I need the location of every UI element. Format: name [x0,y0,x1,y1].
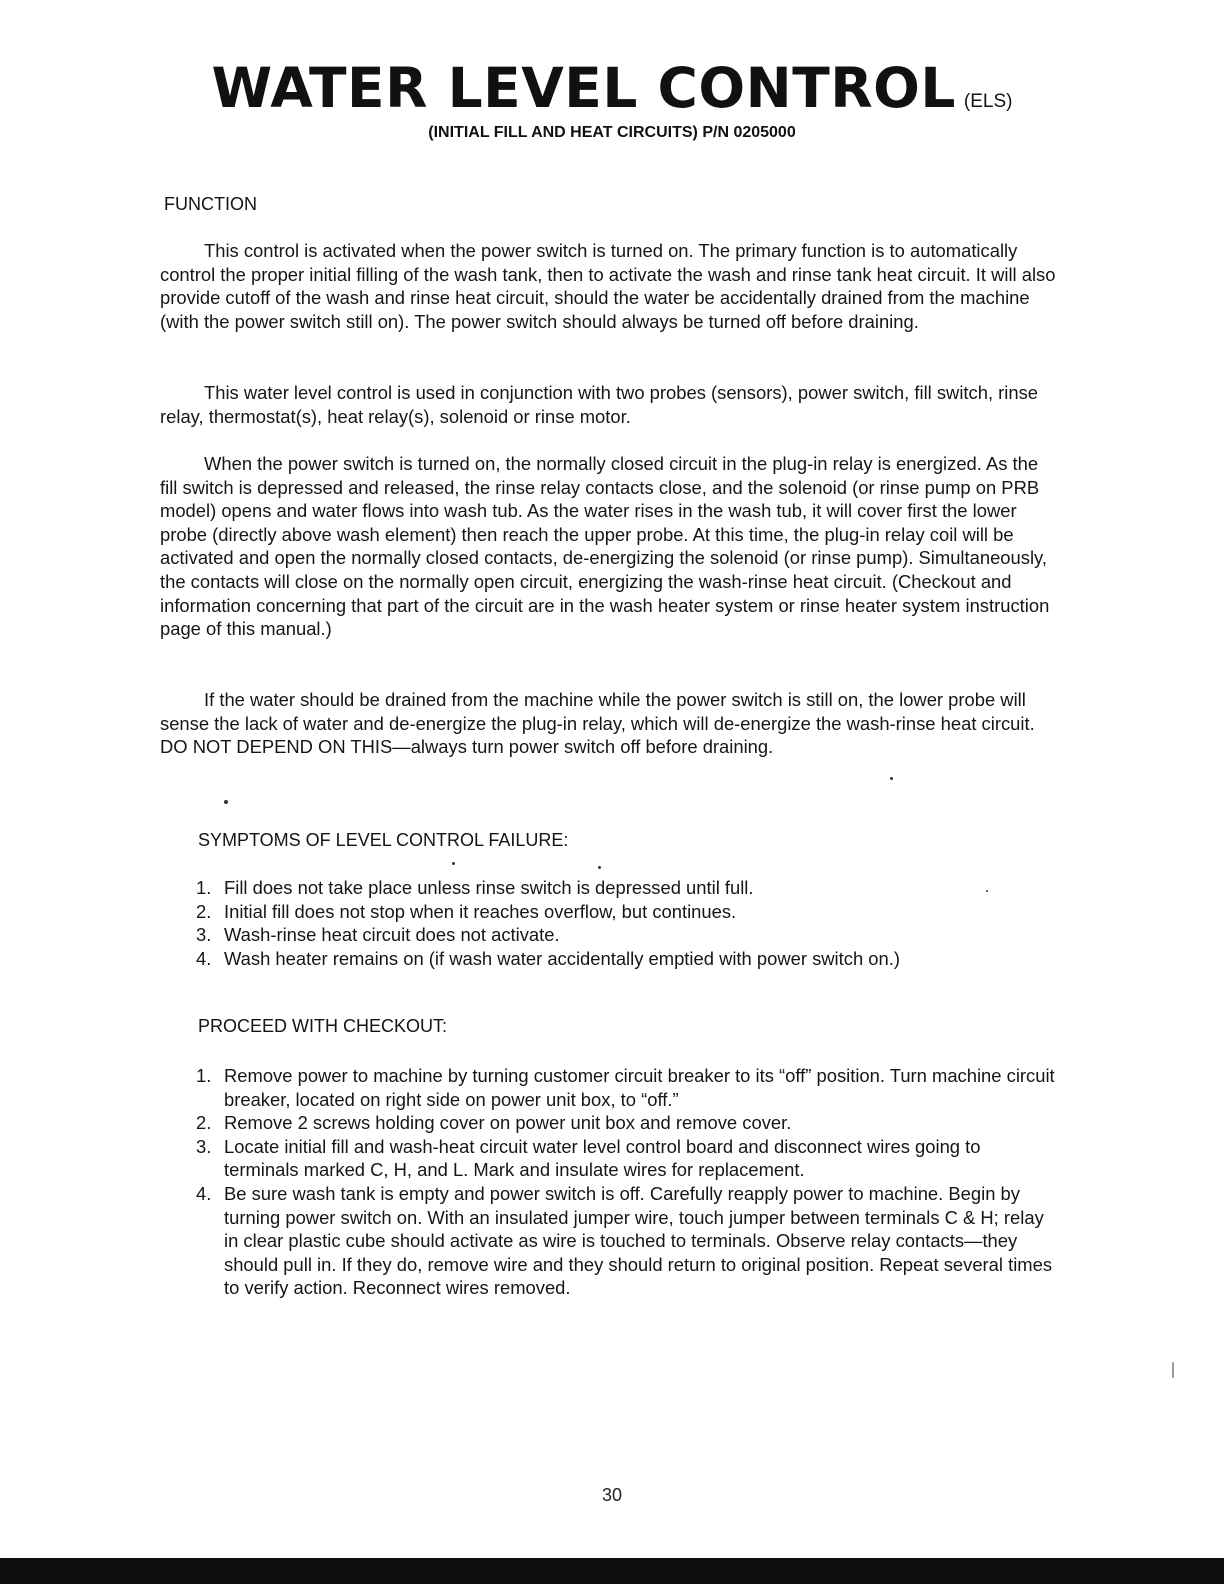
scan-speck [890,777,893,780]
checkout-list [196,1064,1056,1300]
function-paragraph-2: This water level control is used in conjunction with two probes (sensors), power switch, fill switch, rinse relay, thermostat(s), heat relay(s), solenoid or rinse motor. [160,382,1039,427]
function-heading: FUNCTION [164,194,257,214]
scan-speck [1172,1362,1174,1378]
scan-speck [452,862,455,865]
page-number: 30 [601,1485,623,1505]
function-paragraph-4: If the water should be drained from the machine while the power switch is still on, the lower probe will sense the lack of water and de-energize the plug-in relay, which will de-energize the wash-rinse heat circuit. DO NOT DEPEND ON THIS—always turn power switch off before draining. [160,689,1035,758]
list-item: 4. Be sure wash tank is empty and power switch is off. Carefully reapply power to machine. Begin by turning power switch on. With an insulated jumper wire, touch jumper between terminals C & H; relay in clear plastic cube should activate as wire is touched to terminals. Observe relay contacts—they should pull in. If they do, remove wire and they should return to original position. Repeat several times to verify action. Reconnect wires removed. [196,1182,1053,1299]
list-item: 1. Fill does not take place unless rinse switch is depressed until full. [196,877,754,898]
scan-speck [598,866,601,869]
list-item: 2. Remove 2 screws holding cover on power unit box and remove cover. [196,1112,792,1134]
checkout-heading: PROCEED WITH CHECKOUT: [198,1016,448,1036]
title-suffix: (ELS) [963,91,1013,112]
list-item: 1. Remove power to machine by turning customer circuit breaker to its “off” position. Turn machine circuit breaker, located on right side on power unit box, to “off.” [196,1065,1055,1110]
list-item: 2. Initial fill does not stop when it reaches overflow, but continues. [196,900,737,922]
symptoms-heading: SYMPTOMS OF LEVEL CONTROL FAILURE: [198,830,569,850]
scan-speck [224,800,228,804]
list-item: 3. Wash-rinse heat circuit does not activate. [196,924,560,946]
page-subtitle: (INITIAL FILL AND HEAT CIRCUITS) P/N 0205000 [428,124,796,141]
list-item: 4. Wash heater remains on (if wash water accidentally emptied with power switch on.) [196,947,900,969]
scan-speck [986,890,988,892]
title-block [0,56,1224,120]
function-paragraph-1: This control is activated when the power switch is turned on. The primary function is to automatically control the proper initial filling of the wash tank, then to activate the wash and rinse tank heat circuit. It will also provide cutoff of the wash and rinse heat circuit, should the water be accidentally drained from the machine (with the power switch still on). The power switch should always be turned off before draining. [160,240,1056,332]
function-paragraph-3: When the power switch is turned on, the normally closed circuit in the plug-in relay is energized. As the fill switch is depressed and released, the rinse relay contacts close, and the solenoid (or rinse pump on PRB model) opens and water flows into wash tub. As the water rises in the wash tub, it will cover first the lower probe (directly above wash element) then reach the upper probe. At this time, the plug-in relay coil will be activated and open the normally closed contacts, de-energizing the solenoid (or rinse pump). Simultaneously, the contacts will close on the normally open circuit, energizing the wash-rinse heat circuit. (Checkout and information concerning that part of the circuit are in the wash heater system or rinse heater system instruction page of this manual.) [160,453,1050,640]
page-title: WATER LEVEL CONTROL [211,56,956,120]
list-item: 3. Locate initial fill and wash-heat circuit water level control board and disconnect wires going to terminals marked C, H, and L. Mark and insulate wires for replacement. [196,1135,981,1181]
symptoms-list [196,876,1056,970]
scan-bottom-edge [0,1558,1224,1584]
